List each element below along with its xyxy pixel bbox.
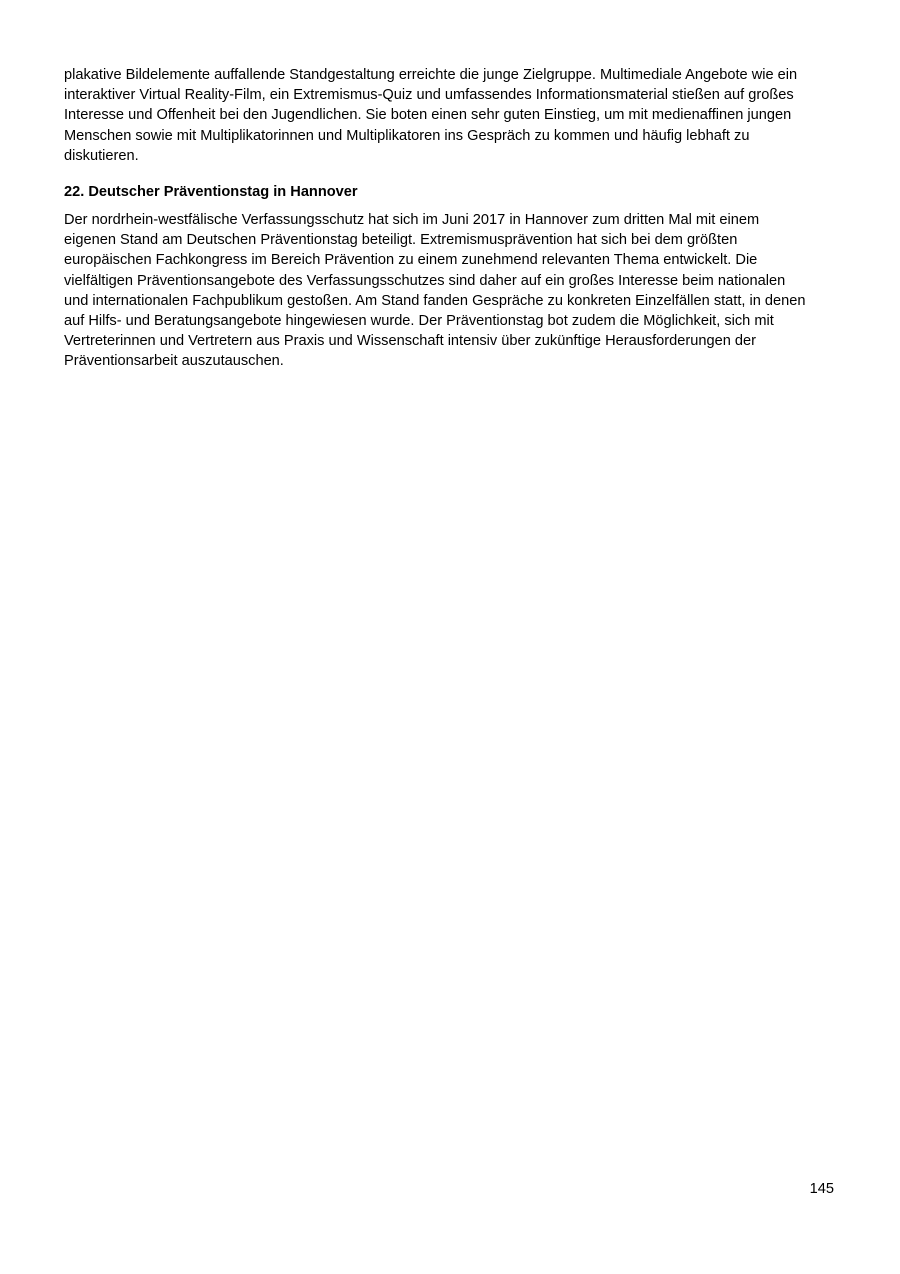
paragraph-line: Präventionsarbeit auszutauschen. [64,353,284,370]
page-number: 145 [809,1181,834,1197]
section-heading: 22. Deutscher Präventionstag in Hannover [64,184,358,201]
paragraph-line: auf Hilfs- und Beratungsangebote hingewiesen wurde. Der Präventionstag bot zudem die Möglichkeit, sich mit [64,313,774,330]
paragraph-line: vielfältigen Präventionsangebote des Verfassungsschutzes sind daher auf ein großes Interesse beim nationalen [64,272,786,289]
intro-paragraph [64,65,836,166]
paragraph-line: interaktiver Virtual Reality-Film, ein Extremismus-Quiz und umfassendes Informationsmaterial stießen auf großes [64,87,794,104]
document-page [64,65,836,372]
paragraph-line: Der nordrhein-westfälische Verfassungsschutz hat sich im Juni 2017 in Hannover zum dritten Mal mit einem [64,212,760,229]
paragraph-line: europäischen Fachkongress im Bereich Prävention zu einem zunehmend relevanten Thema entwickelt. Die [64,252,758,269]
paragraph-line: und internationalen Fachpublikum gestoßen. Am Stand fanden Gespräche zu konkreten Einzelfällen statt, in denen [64,292,806,309]
paragraph-line: diskutieren. [64,147,139,164]
paragraph-line: eigenen Stand am Deutschen Präventionstag beteiligt. Extremismusprävention hat sich bei dem größten [64,232,738,249]
paragraph-line: plakative Bildelemente auffallende Standgestaltung erreichte die junge Zielgruppe. Multimediale Angebote wie ein [64,67,798,83]
paragraph-line: Menschen sowie mit Multiplikatorinnen und Multiplikatoren ins Gespräch zu kommen und häufig lebhaft zu [64,127,750,144]
section-paragraph [64,210,836,372]
paragraph-line: Vertreterinnen und Vertretern aus Praxis und Wissenschaft intensiv über zukünftige Herausforderungen der [64,333,756,350]
paragraph-line: Interesse und Offenheit bei den Jugendlichen. Sie boten einen sehr guten Einstieg, um mit medienaffinen jungen [64,107,792,124]
